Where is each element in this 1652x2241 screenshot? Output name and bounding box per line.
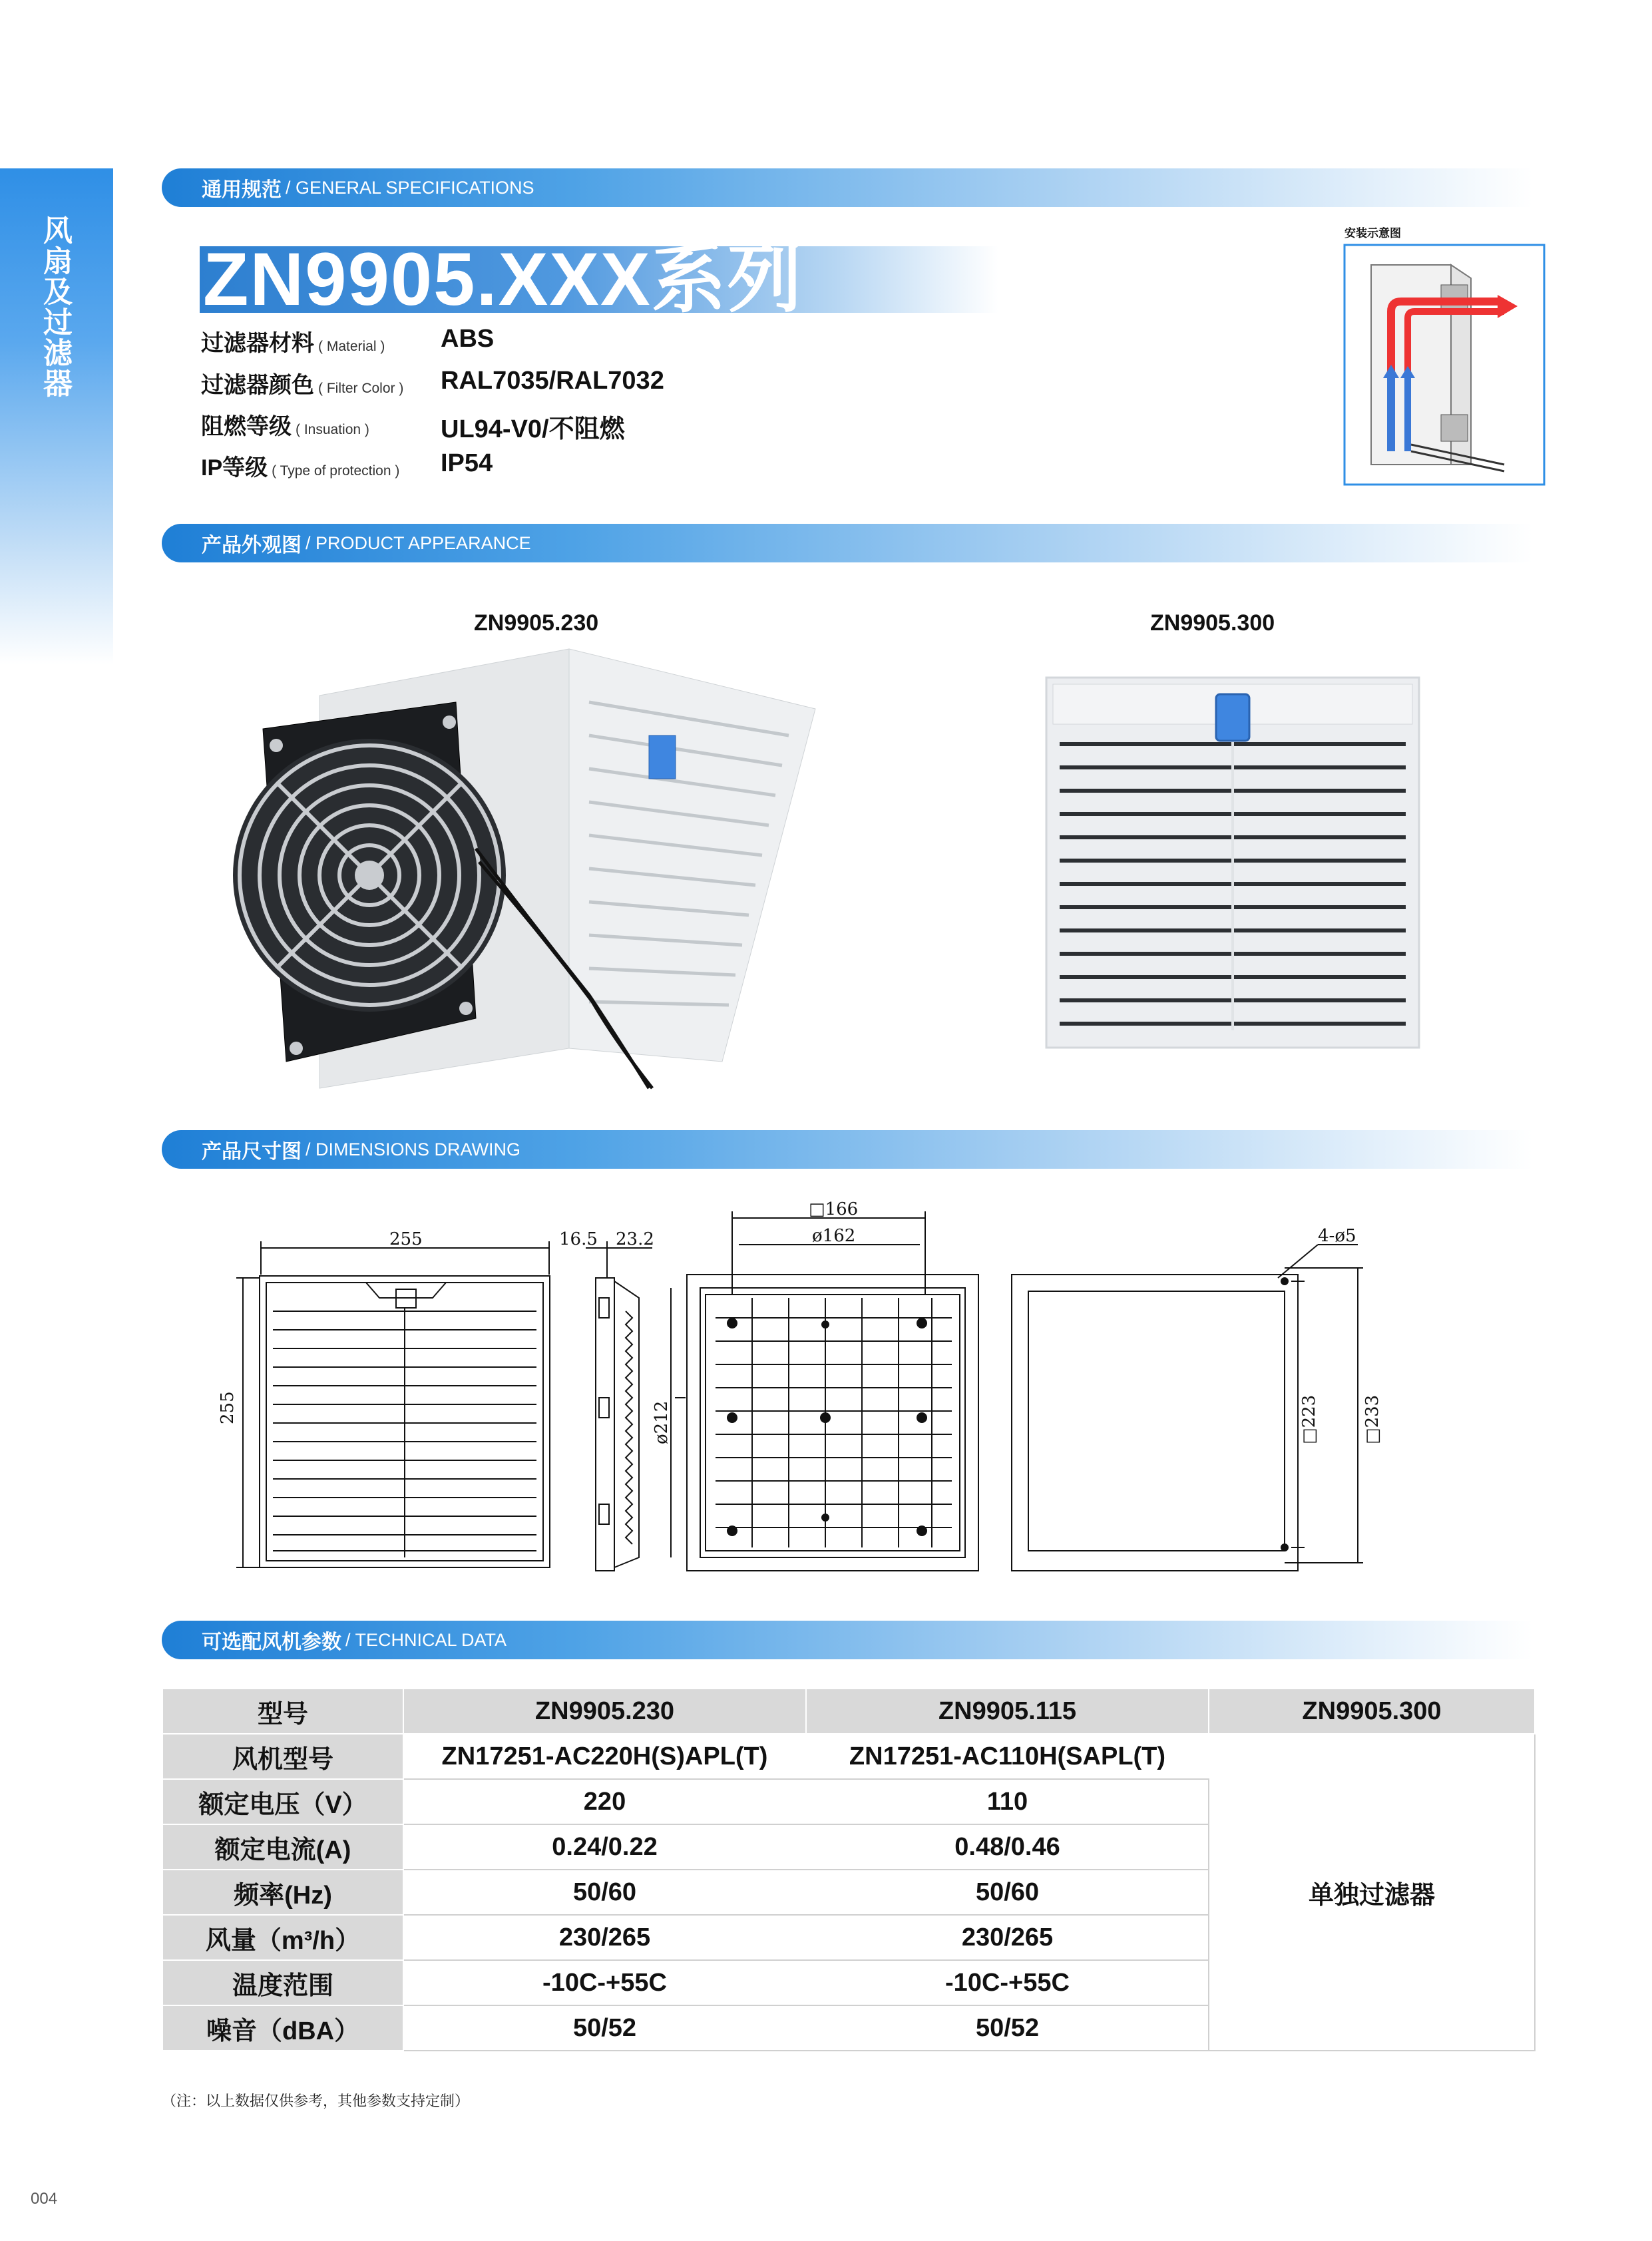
section-technical-data	[162, 1621, 1533, 1659]
install-diagram-label: 安装示意图	[1344, 227, 1401, 240]
spec-label: 过滤器材料	[201, 331, 314, 356]
header-zn9905-115: ZN9905.115	[806, 1689, 1209, 1734]
spec-label-en: ( Insuation )	[296, 422, 369, 437]
section-title-en: / DIMENSIONS DRAWING	[306, 1139, 521, 1159]
dim-depth-a: 16.5	[559, 1229, 598, 1249]
cell-115: 0.48/0.46	[806, 1824, 1209, 1870]
spec-label: 过滤器颜色	[201, 373, 314, 398]
section-title-cn: 通用规范	[202, 179, 282, 201]
dim-square-166: □166	[809, 1199, 859, 1219]
header-model: 型号	[162, 1689, 403, 1734]
series-title: ZN9905.XXX系列	[203, 238, 803, 321]
row-label: 风机型号	[162, 1734, 403, 1779]
cell-230: 220	[403, 1779, 806, 1824]
install-diagram	[1344, 245, 1544, 485]
spec-value: RAL7035/RAL7032	[441, 367, 664, 395]
cell-230: 50/52	[403, 2005, 806, 2051]
spec-value: ABS	[441, 325, 495, 353]
table-header-row	[162, 1689, 1535, 1734]
dim-square-223: □223	[1299, 1394, 1319, 1444]
cell-230: -10C-+55C	[403, 1960, 806, 2005]
dim-width: 255	[389, 1229, 423, 1249]
row-label: 噪音（dBA）	[162, 2005, 403, 2051]
cell-115: 230/265	[806, 1915, 1209, 1960]
table-row	[162, 1734, 1535, 1779]
cell-230: 230/265	[403, 1915, 806, 1960]
dim-height: 255	[218, 1391, 238, 1424]
section-dimensions-drawing	[162, 1130, 1533, 1169]
spec-label: 阻燃等级	[201, 414, 292, 439]
spec-label-en: ( Type of protection )	[272, 463, 400, 479]
cell-115: 50/52	[806, 2005, 1209, 2051]
header-zn9905-230: ZN9905.230	[403, 1689, 806, 1734]
dim-dia-162: ø162	[812, 1226, 856, 1246]
cell-230: 0.24/0.22	[403, 1824, 806, 1870]
appearance-right-model: ZN9905.300	[1150, 610, 1275, 636]
footnote: （注：以上数据仅供参考，其他参数支持定制）	[162, 2093, 470, 2109]
cell-115: 110	[806, 1779, 1209, 1824]
cell-230: ZN17251-AC220H(S)APL(T)	[403, 1734, 806, 1779]
cell-115: ZN17251-AC110H(SAPL(T)	[806, 1734, 1209, 1779]
page-number: 004	[31, 2190, 58, 2208]
section-general-specifications	[162, 168, 1533, 207]
spec-row-protection	[201, 449, 493, 483]
appearance-left-model: ZN9905.230	[474, 610, 599, 636]
section-title-en: / GENERAL SPECIFICATIONS	[286, 177, 534, 198]
section-title-cn: 可选配风机参数	[202, 1631, 341, 1653]
side-category-tab	[0, 168, 113, 664]
technical-data-table	[162, 1688, 1536, 2051]
row-label: 额定电压（V）	[162, 1779, 403, 1824]
dim-square-233: □233	[1362, 1394, 1382, 1444]
spec-row-insulation	[201, 408, 625, 443]
section-title-cn: 产品尺寸图	[202, 1141, 302, 1163]
section-title-en: / TECHNICAL DATA	[345, 1629, 507, 1650]
dim-depth-b: 23.2	[616, 1229, 654, 1249]
spec-row-color	[201, 367, 664, 400]
spec-row-material	[201, 325, 495, 358]
merged-filter-only-cell: 单独过滤器	[1209, 1734, 1535, 2051]
section-title-en: / PRODUCT APPEARANCE	[306, 532, 531, 553]
section-title-cn: 产品外观图	[202, 534, 302, 556]
spec-value: IP54	[441, 449, 493, 477]
cell-115: -10C-+55C	[806, 1960, 1209, 2005]
spec-value: UL94-V0/不阻燃	[441, 415, 625, 443]
dimensions-drawing	[218, 1198, 1398, 1577]
side-tab-label: 风扇及过滤器	[39, 215, 71, 399]
dim-holes: 4-ø5	[1318, 1226, 1356, 1246]
filter-photo	[1046, 678, 1419, 1048]
spec-label-en: ( Filter Color )	[318, 381, 404, 396]
dim-dia-212: ø212	[652, 1400, 672, 1444]
spec-label-en: ( Material )	[318, 339, 385, 354]
header-zn9905-300: ZN9905.300	[1209, 1689, 1535, 1734]
cell-230: 50/60	[403, 1870, 806, 1915]
row-label: 温度范围	[162, 1960, 403, 2005]
row-label: 额定电流(A)	[162, 1824, 403, 1870]
cell-115: 50/60	[806, 1870, 1209, 1915]
section-product-appearance	[162, 524, 1533, 562]
fan-filter-photo	[256, 649, 822, 1088]
spec-label: IP等级	[201, 455, 268, 481]
row-label: 频率(Hz)	[162, 1870, 403, 1915]
row-label: 风量（m³/h）	[162, 1915, 403, 1960]
